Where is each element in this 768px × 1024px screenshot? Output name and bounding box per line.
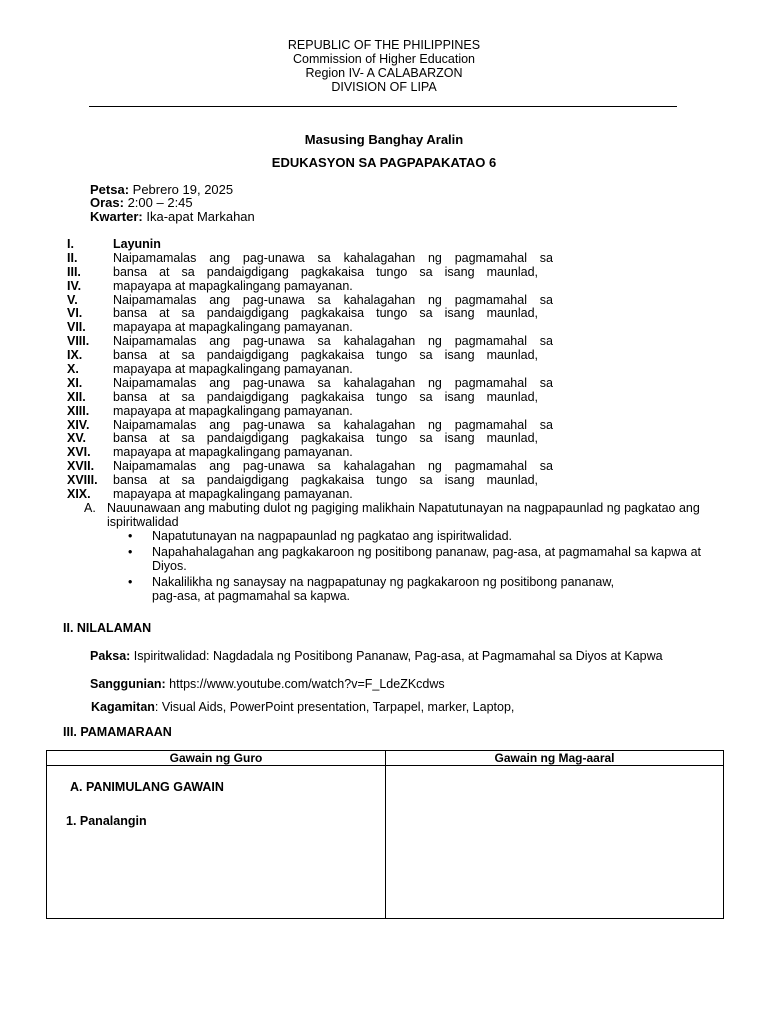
list-number: I. [67, 237, 74, 251]
list-number: XVII. [67, 459, 95, 474]
list-number: V. [67, 292, 78, 307]
bullet-item [128, 529, 728, 543]
section-nilalaman: II. NILALAMAN [63, 621, 152, 635]
list-number: XIII. [67, 403, 90, 418]
list-item [67, 252, 567, 266]
list-number: II. [67, 250, 78, 265]
list-item [67, 280, 567, 294]
activity-item: 1. Panalangin [66, 814, 147, 828]
list-number: XI. [67, 375, 83, 390]
document-title: Masusing Banghay Aralin [304, 132, 464, 147]
header-line-2: Commission of Higher Education [292, 52, 476, 66]
section-pamamaraan: III. PAMAMARAAN [63, 725, 172, 739]
col-header-teacher: Gawain ng Guro [47, 751, 386, 766]
list-number: VII. [67, 320, 86, 335]
sanggunian-label: Sanggunian: [90, 677, 166, 691]
list-text: bansa at sa pandaigdigang pagkakaisa tungo sa isang maunlad, [113, 306, 538, 321]
bullet-text: Napahahalagahan ang pagkakaroon ng positibong pananaw, pag-asa, at pagmamahal sa kapwa at Diyos. [152, 545, 702, 573]
time-label: Oras: [90, 195, 124, 210]
list-item [67, 349, 567, 363]
quarter-label: Kwarter: [90, 209, 143, 224]
date-label: Petsa: [90, 182, 130, 197]
list-item [67, 307, 567, 321]
teacher-activity-cell[interactable] [47, 766, 386, 919]
paksa-value: Ispiritwalidad: Nagdadala ng Positibong Pananaw, Pag-asa, at Pagmamahal sa Diyos at Kapwa [130, 649, 663, 663]
list-text: mapayapa at mapagkalingang pamayanan. [113, 278, 353, 293]
list-number: XVI. [67, 445, 91, 460]
list-number: IX. [67, 348, 83, 363]
kagamitan-label: Kagamitan [91, 700, 155, 714]
student-activity-cell[interactable] [386, 766, 724, 919]
objective-a-text: Nauunawaan ang mabuting dulot ng pagiging malikhain Napatutunayan na nagpapaunlad ng pagkatao ang ispiritwalidad [107, 501, 700, 529]
list-item [67, 363, 567, 377]
list-item [67, 446, 567, 460]
list-text: Naipamamalas ang pag-unawa sa kahalagahan ng pagmamahal sa [113, 292, 553, 307]
header-line-3: Region IV- A CALABARZON [305, 66, 463, 80]
list-number: X. [67, 362, 79, 377]
list-item [67, 377, 567, 391]
list-number: XV. [67, 431, 87, 446]
list-text: bansa at sa pandaigdigang pagkakaisa tungo sa isang maunlad, [113, 264, 538, 279]
list-text: Layunin [113, 237, 161, 251]
list-text: mapayapa at mapagkalingang pamayanan. [113, 320, 353, 335]
sanggunian-link[interactable]: https://www.youtube.com/watch?v=F_LdeZKcdws [165, 677, 445, 691]
kagamitan-value: : Visual Aids, PowerPoint presentation, Tarpapel, marker, Laptop, [154, 700, 515, 714]
subject-title: EDUKASYON SA PAGPAPAKATAO 6 [271, 155, 497, 170]
paksa-line [90, 649, 663, 663]
table-header-row [47, 751, 724, 766]
list-text: bansa at sa pandaigdigang pagkakaisa tungo sa isang maunlad, [113, 431, 538, 446]
paksa-label: Paksa: [90, 649, 131, 663]
list-number: XVIII. [67, 473, 98, 488]
list-item [67, 474, 567, 488]
list-text: Naipamamalas ang pag-unawa sa kahalagahan ng pagmamahal sa [113, 250, 553, 265]
bullet-item [128, 575, 622, 603]
list-text: mapayapa at mapagkalingang pamayanan. [113, 362, 353, 377]
list-number: XIV. [67, 417, 90, 432]
kagamitan-line [91, 700, 514, 714]
list-text: Naipamamalas ang pag-unawa sa kahalagahan ng pagmamahal sa [113, 417, 553, 432]
list-number: III. [67, 264, 81, 279]
list-item [67, 488, 567, 502]
quarter-value: Ika-apat Markahan [142, 209, 255, 224]
list-number: VIII. [67, 334, 90, 349]
objective-bullets [128, 529, 728, 605]
list-item [67, 238, 567, 252]
bullet-text: Napatutunayan na nagpapaunlad ng pagkatao ang ispiritwalidad. [152, 529, 513, 543]
list-item [67, 391, 567, 405]
list-number: XIX. [67, 487, 91, 502]
bullet-item [128, 545, 712, 573]
list-item [67, 432, 567, 446]
list-text: Naipamamalas ang pag-unawa sa kahalagahan ng pagmamahal sa [113, 375, 553, 390]
list-item [67, 419, 567, 433]
sanggunian-line [90, 677, 445, 691]
list-text: mapayapa at mapagkalingang pamayanan. [113, 487, 353, 502]
list-text: bansa at sa pandaigdigang pagkakaisa tungo sa isang maunlad, [113, 348, 538, 363]
date-value: Pebrero 19, 2025 [129, 182, 234, 197]
list-text: mapayapa at mapagkalingang pamayanan. [113, 403, 353, 418]
bullet-text: Nakalilikha ng sanaysay na nagpapatunay ng pagkakaroon ng positibong pananaw, pag-asa, at pagmamahal sa kapwa. [152, 575, 615, 603]
bullet-icon: • [128, 575, 133, 589]
list-text: bansa at sa pandaigdigang pagkakaisa tungo sa isang maunlad, [113, 473, 538, 488]
table-row [47, 766, 724, 919]
list-item [67, 405, 567, 419]
numbered-objectives-list [67, 238, 567, 502]
col-header-student: Gawain ng Mag-aaral [386, 751, 724, 766]
list-number: IV. [67, 278, 82, 293]
objective-a-label: A. [84, 501, 96, 515]
list-text: bansa at sa pandaigdigang pagkakaisa tungo sa isang maunlad, [113, 389, 538, 404]
list-text: Naipamamalas ang pag-unawa sa kahalagahan ng pagmamahal sa [113, 334, 553, 349]
activity-heading: A. PANIMULANG GAWAIN [70, 780, 224, 794]
list-item [67, 335, 567, 349]
header-line-4: DIVISION OF LIPA [331, 80, 437, 94]
quarter-line [90, 210, 255, 224]
header-divider [89, 106, 677, 107]
bullet-icon: • [128, 529, 133, 543]
time-line [90, 196, 193, 210]
bullet-icon: • [128, 545, 133, 559]
list-item [67, 266, 567, 280]
procedure-table [46, 750, 724, 919]
time-value: 2:00 – 2:45 [123, 195, 193, 210]
list-item [67, 321, 567, 335]
list-number: VI. [67, 306, 83, 321]
list-item [67, 294, 567, 308]
list-number: XII. [67, 389, 86, 404]
list-text: mapayapa at mapagkalingang pamayanan. [113, 445, 353, 460]
header-line-1: REPUBLIC OF THE PHILIPPINES [287, 38, 481, 52]
document-header [0, 38, 768, 94]
list-item [67, 460, 567, 474]
list-text: Naipamamalas ang pag-unawa sa kahalagahan ng pagmamahal sa [113, 459, 553, 474]
